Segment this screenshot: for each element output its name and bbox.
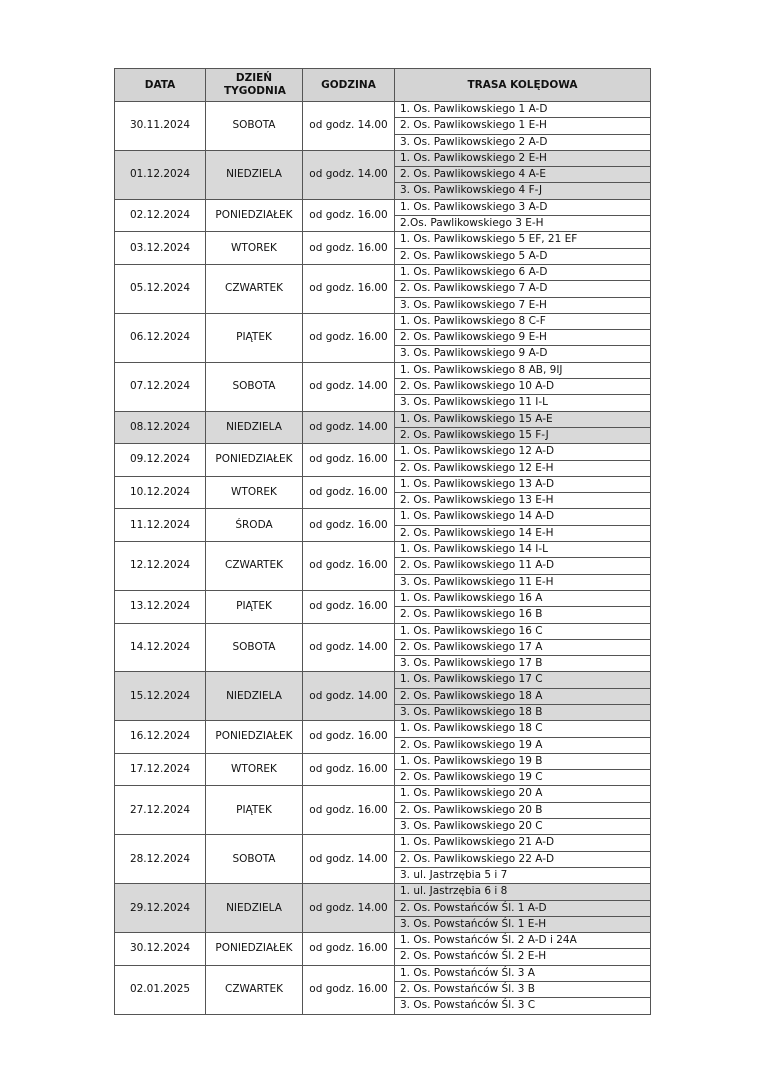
schedule-body [115,102,651,1015]
route-cell: 2. Os. Pawlikowskiego 19 C [395,770,651,786]
route-cell: 1. Os. Powstańców Śl. 2 A-D i 24A [395,933,651,949]
table-row [115,476,651,492]
route-cell: 3. Os. Pawlikowskiego 20 C [395,819,651,835]
time-cell: od godz. 16.00 [303,786,395,835]
route-cell: 3. Os. Pawlikowskiego 11 I-L [395,395,651,411]
route-cell: 3. ul. Jastrzębia 5 i 7 [395,867,651,883]
table-row [115,786,651,802]
day-cell: WTOREK [206,232,303,265]
route-cell: 1. Os. Pawlikowskiego 19 B [395,753,651,769]
route-cell: 1. Os. Pawlikowskiego 20 A [395,786,651,802]
time-cell: od godz. 14.00 [303,411,395,444]
date-cell: 28.12.2024 [115,835,206,884]
date-cell: 13.12.2024 [115,590,206,623]
route-cell: 3. Os. Pawlikowskiego 17 B [395,656,651,672]
route-cell: 2. Os. Pawlikowskiego 10 A-D [395,379,651,395]
table-row [115,362,651,378]
date-cell: 12.12.2024 [115,542,206,591]
date-cell: 30.11.2024 [115,102,206,151]
header-day [206,69,303,102]
table-row [115,313,651,329]
table-row [115,542,651,558]
date-cell: 14.12.2024 [115,623,206,672]
table-row [115,444,651,460]
route-cell: 2. Os. Pawlikowskiego 16 B [395,607,651,623]
time-cell: od godz. 14.00 [303,362,395,411]
route-cell: 1. Os. Pawlikowskiego 12 A-D [395,444,651,460]
route-cell: 1. Os. Pawlikowskiego 21 A-D [395,835,651,851]
table-row [115,150,651,166]
route-cell: 1. Os. Pawlikowskiego 16 C [395,623,651,639]
day-cell: WTOREK [206,476,303,509]
day-cell: SOBOTA [206,623,303,672]
table-row [115,672,651,688]
route-cell: 2. Os. Pawlikowskiego 7 A-D [395,281,651,297]
table-row [115,753,651,769]
date-cell: 07.12.2024 [115,362,206,411]
day-cell: SOBOTA [206,102,303,151]
date-cell: 05.12.2024 [115,264,206,313]
route-cell: 3. Os. Powstańców Śl. 3 C [395,998,651,1014]
day-cell: CZWARTEK [206,542,303,591]
table-row [115,590,651,606]
date-cell: 30.12.2024 [115,933,206,966]
time-cell: od godz. 16.00 [303,933,395,966]
route-cell: 2. Os. Pawlikowskiego 19 A [395,737,651,753]
route-cell: 2. Os. Powstańców Śl. 3 B [395,982,651,998]
header-day-label: DZIEŃ TYGODNIA [224,72,286,97]
date-cell: 06.12.2024 [115,313,206,362]
day-cell: PONIEDZIAŁEK [206,199,303,232]
date-cell: 16.12.2024 [115,721,206,754]
route-cell: 2. Os. Pawlikowskiego 17 A [395,639,651,655]
time-cell: od godz. 16.00 [303,542,395,591]
time-cell: od godz. 16.00 [303,753,395,786]
route-cell: 2. Os. Pawlikowskiego 18 A [395,688,651,704]
route-cell: 1. Os. Pawlikowskiego 14 A-D [395,509,651,525]
route-cell: 1. Os. Powstańców Śl. 3 A [395,965,651,981]
route-cell: 1. Os. Pawlikowskiego 5 EF, 21 EF [395,232,651,248]
route-cell: 2.Os. Pawlikowskiego 3 E-H [395,216,651,232]
date-cell: 09.12.2024 [115,444,206,477]
day-cell: ŚRODA [206,509,303,542]
route-cell: 3. Os. Pawlikowskiego 2 A-D [395,134,651,150]
date-cell: 01.12.2024 [115,150,206,199]
route-cell: 2. Os. Pawlikowskiego 11 A-D [395,558,651,574]
day-cell: PIĄTEK [206,313,303,362]
time-cell: od godz. 16.00 [303,264,395,313]
route-cell: 1. Os. Pawlikowskiego 8 C-F [395,313,651,329]
day-cell: SOBOTA [206,835,303,884]
day-cell: PIĄTEK [206,590,303,623]
day-cell: CZWARTEK [206,264,303,313]
day-cell: NIEDZIELA [206,411,303,444]
time-cell: od godz. 16.00 [303,444,395,477]
day-cell: NIEDZIELA [206,672,303,721]
route-cell: 3. Os. Powstańców Śl. 1 E-H [395,916,651,932]
time-cell: od godz. 16.00 [303,721,395,754]
route-cell: 2. Os. Pawlikowskiego 5 A-D [395,248,651,264]
day-cell: PONIEDZIAŁEK [206,444,303,477]
route-cell: 1. Os. Pawlikowskiego 13 A-D [395,476,651,492]
day-cell: WTOREK [206,753,303,786]
route-cell: 1. Os. Pawlikowskiego 17 C [395,672,651,688]
route-cell: 2. Os. Pawlikowskiego 12 E-H [395,460,651,476]
date-cell: 03.12.2024 [115,232,206,265]
table-row [115,509,651,525]
time-cell: od godz. 16.00 [303,232,395,265]
time-cell: od godz. 14.00 [303,623,395,672]
route-cell: 2. Os. Pawlikowskiego 9 E-H [395,330,651,346]
header-date: DATA [115,69,206,102]
route-cell: 1. ul. Jastrzębia 6 i 8 [395,884,651,900]
route-cell: 1. Os. Pawlikowskiego 15 A-E [395,411,651,427]
date-cell: 02.01.2025 [115,965,206,1014]
route-cell: 1. Os. Pawlikowskiego 18 C [395,721,651,737]
date-cell: 08.12.2024 [115,411,206,444]
route-cell: 2. Os. Pawlikowskiego 4 A-E [395,167,651,183]
table-row [115,411,651,427]
date-cell: 10.12.2024 [115,476,206,509]
table-row [115,199,651,215]
route-cell: 1. Os. Pawlikowskiego 3 A-D [395,199,651,215]
route-cell: 3. Os. Pawlikowskiego 11 E-H [395,574,651,590]
day-cell: PIĄTEK [206,786,303,835]
route-cell: 1. Os. Pawlikowskiego 6 A-D [395,264,651,280]
table-row [115,933,651,949]
day-cell: PONIEDZIAŁEK [206,933,303,966]
day-cell: NIEDZIELA [206,150,303,199]
date-cell: 27.12.2024 [115,786,206,835]
route-cell: 2. Os. Powstańców Śl. 1 A-D [395,900,651,916]
route-cell: 2. Os. Pawlikowskiego 20 B [395,802,651,818]
table-row [115,721,651,737]
table-row [115,965,651,981]
time-cell: od godz. 14.00 [303,102,395,151]
time-cell: od godz. 14.00 [303,672,395,721]
route-cell: 3. Os. Pawlikowskiego 9 A-D [395,346,651,362]
time-cell: od godz. 16.00 [303,965,395,1014]
route-cell: 3. Os. Pawlikowskiego 4 F-J [395,183,651,199]
route-cell: 1. Os. Pawlikowskiego 2 E-H [395,150,651,166]
day-cell: PONIEDZIAŁEK [206,721,303,754]
route-cell: 2. Os. Pawlikowskiego 1 E-H [395,118,651,134]
time-cell: od godz. 14.00 [303,884,395,933]
route-cell: 2. Os. Pawlikowskiego 22 A-D [395,851,651,867]
table-row [115,835,651,851]
date-cell: 15.12.2024 [115,672,206,721]
route-cell: 2. Os. Pawlikowskiego 13 E-H [395,493,651,509]
route-cell: 2. Os. Pawlikowskiego 14 E-H [395,525,651,541]
route-cell: 3. Os. Pawlikowskiego 7 E-H [395,297,651,313]
day-cell: SOBOTA [206,362,303,411]
table-row [115,102,651,118]
route-cell: 1. Os. Pawlikowskiego 14 I-L [395,542,651,558]
table-row [115,232,651,248]
time-cell: od godz. 16.00 [303,199,395,232]
header-route: TRASA KOLĘDOWA [395,69,651,102]
time-cell: od godz. 16.00 [303,476,395,509]
route-cell: 3. Os. Pawlikowskiego 18 B [395,704,651,720]
date-cell: 11.12.2024 [115,509,206,542]
time-cell: od godz. 16.00 [303,590,395,623]
header-row [115,69,651,102]
date-cell: 29.12.2024 [115,884,206,933]
header-time: GODZINA [303,69,395,102]
time-cell: od godz. 14.00 [303,150,395,199]
date-cell: 17.12.2024 [115,753,206,786]
day-cell: NIEDZIELA [206,884,303,933]
date-cell: 02.12.2024 [115,199,206,232]
time-cell: od godz. 14.00 [303,835,395,884]
table-row [115,884,651,900]
route-cell: 1. Os. Pawlikowskiego 8 AB, 9IJ [395,362,651,378]
time-cell: od godz. 16.00 [303,509,395,542]
table-row [115,623,651,639]
route-cell: 2. Os. Pawlikowskiego 15 F-J [395,427,651,443]
day-cell: CZWARTEK [206,965,303,1014]
time-cell: od godz. 16.00 [303,313,395,362]
schedule-table [114,68,651,1015]
route-cell: 1. Os. Pawlikowskiego 1 A-D [395,102,651,118]
table-row [115,264,651,280]
route-cell: 1. Os. Pawlikowskiego 16 A [395,590,651,606]
route-cell: 2. Os. Powstańców Śl. 2 E-H [395,949,651,965]
